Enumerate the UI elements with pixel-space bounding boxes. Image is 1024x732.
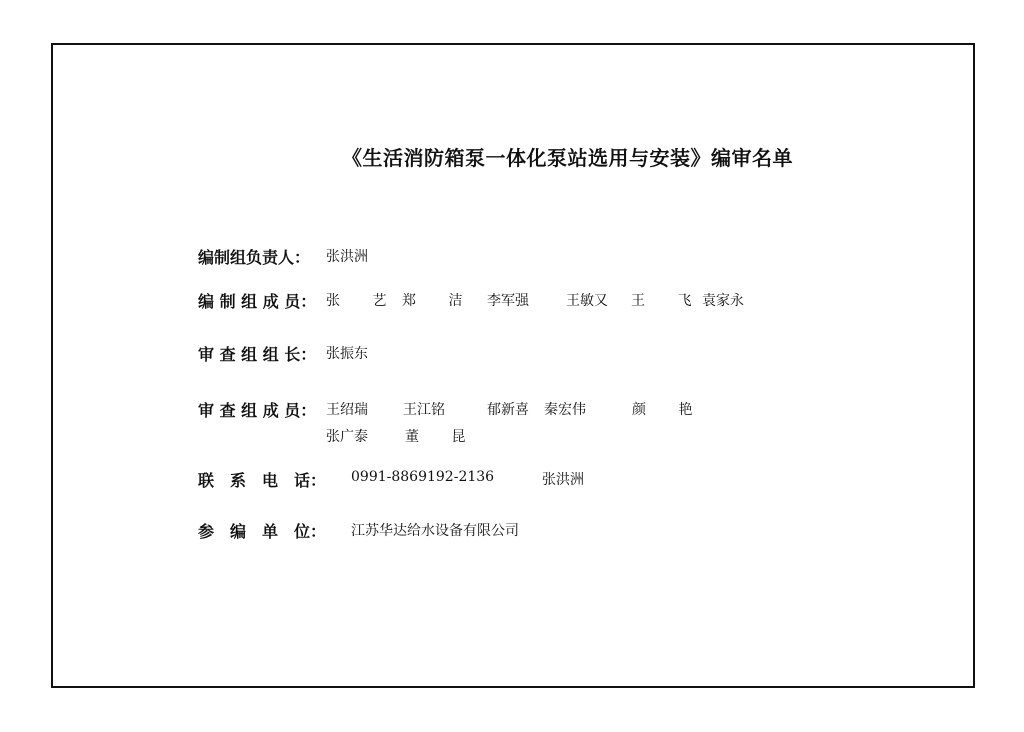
label-unit: 参 编 单 位： bbox=[198, 522, 327, 541]
label-lead: 编制组负责人： bbox=[198, 248, 311, 267]
member-name: 张 艺 bbox=[326, 293, 401, 309]
label-members: 编 制 组 成 员： bbox=[198, 292, 317, 311]
reviewer-name: 秦宏伟 bbox=[544, 402, 586, 418]
reviewer-name: 颜 艳 bbox=[632, 402, 707, 418]
member-name: 郑 洁 bbox=[402, 293, 477, 309]
row-members bbox=[198, 289, 316, 312]
reviewer-name: 张广泰 bbox=[326, 429, 368, 445]
member-name: 王敏又 bbox=[566, 293, 608, 309]
member-name: 袁家永 bbox=[702, 293, 744, 309]
unit-name: 江苏华达给水设备有限公司 bbox=[351, 523, 519, 539]
label-phone: 联 系 电 话： bbox=[198, 471, 327, 490]
reviewer-name: 郁新喜 bbox=[487, 402, 529, 418]
row-review-lead bbox=[198, 342, 316, 365]
row-phone bbox=[198, 468, 326, 491]
member-name: 王 飞 bbox=[631, 293, 706, 309]
reviewer-name: 董 昆 bbox=[405, 429, 480, 445]
label-review-lead: 审 查 组 组 长： bbox=[198, 345, 317, 364]
row-unit bbox=[198, 519, 326, 542]
reviewer-name: 王绍瑞 bbox=[326, 402, 368, 418]
phone-contact-name: 张洪洲 bbox=[542, 472, 584, 488]
phone-number: 0991-8869192-2136 bbox=[351, 469, 495, 485]
row-lead bbox=[198, 245, 310, 268]
label-review-members: 审 查 组 成 员： bbox=[198, 401, 317, 420]
name-lead: 张洪洲 bbox=[326, 249, 368, 265]
name-review-lead: 张振东 bbox=[326, 346, 368, 362]
document-title: 《生活消防箱泵一体化泵站选用与安装》编审名单 bbox=[342, 146, 793, 170]
page-border bbox=[51, 43, 975, 688]
reviewer-name: 王江铭 bbox=[403, 402, 445, 418]
member-name: 李军强 bbox=[487, 293, 529, 309]
row-review-members bbox=[198, 398, 316, 421]
